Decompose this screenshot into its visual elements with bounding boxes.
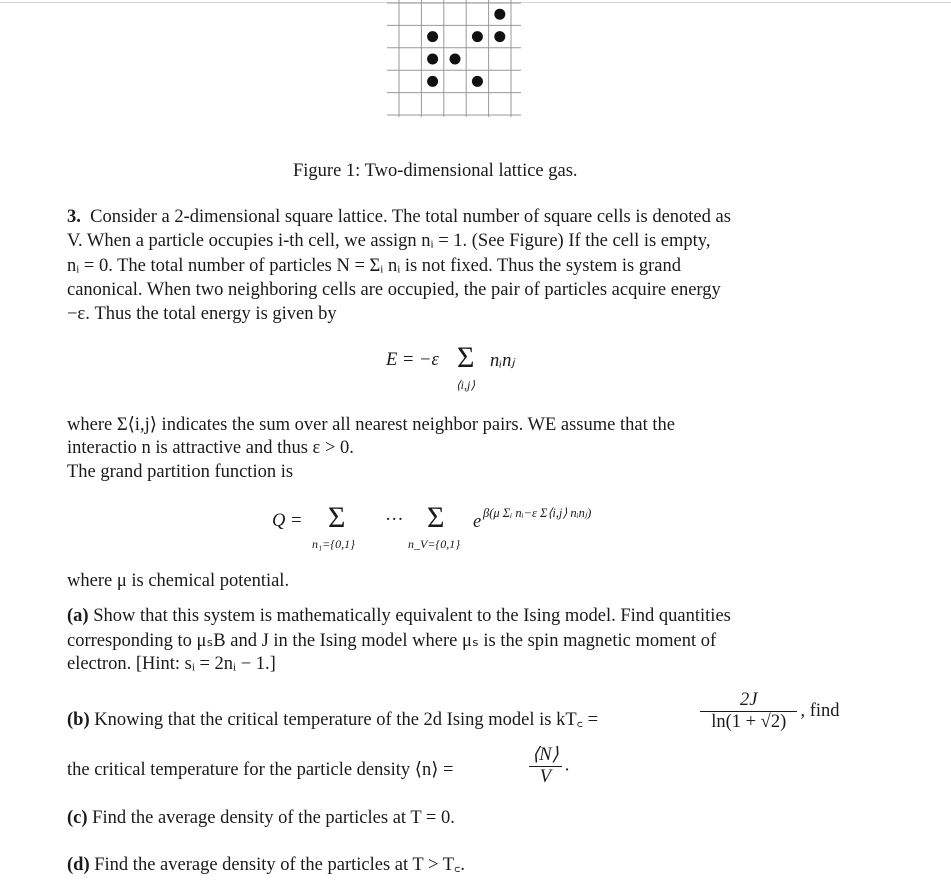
part-a-label: (a): [67, 606, 89, 626]
q-lhs: Q =: [272, 511, 303, 531]
part-b-line-2: the critical temperature for the particle density ⟨n⟩ =: [67, 760, 454, 780]
text: Knowing that the critical temperature of the 2d Ising model is kT꜀ =: [94, 710, 599, 730]
part-b-line-1: [67, 706, 598, 731]
energy-body: nᵢnⱼ: [490, 351, 515, 371]
dots: ···: [385, 510, 404, 530]
text: Find the average density of the particles at T = 0.: [92, 808, 455, 828]
problem-number: 3.: [67, 207, 81, 227]
particle: [427, 54, 438, 65]
part-d: [67, 851, 465, 876]
paragraph-line-5: −ε. Thus the total energy is given by: [67, 304, 337, 324]
q-sum-subscript-1: n₁={0,1}: [312, 537, 355, 551]
q-sum-subscript-2: n_V={0,1}: [408, 537, 461, 551]
part-b-label: (b): [67, 710, 90, 730]
particle: [450, 54, 461, 65]
text: Show that this system is mathematically equivalent to the Ising model. Find quantities: [93, 606, 731, 626]
particle: [427, 76, 438, 87]
sum-symbol: Σ: [427, 501, 445, 534]
fraction-numerator: 2J: [700, 690, 797, 712]
where-line-2: interactio n is attractive and thus ε > 0.: [67, 438, 354, 458]
paragraph-line-3: nᵢ = 0. The total number of particles N = Σᵢ nᵢ is not fixed. Thus the system is grand: [67, 256, 681, 276]
part-d-label: (d): [67, 855, 90, 875]
paragraph-line-4: canonical. When two neighboring cells are occupied, the pair of particles acquire energy: [67, 280, 721, 300]
gpf-intro: The grand partition function is: [67, 462, 294, 482]
sum-symbol: Σ: [457, 341, 475, 374]
fraction-denominator: ln(1 + √2): [711, 712, 787, 732]
energy-lhs: E = −ε: [386, 350, 439, 370]
text: Consider a 2-dimensional square lattice. The total number of square cells is denoted as: [90, 207, 731, 227]
part-a-line-3: electron. [Hint: sᵢ = 2nᵢ − 1.]: [67, 654, 276, 674]
text: .: [564, 755, 570, 776]
paragraph-line-2: V. When a particle occupies i-th cell, we assign nᵢ = 1. (See Figure) If the cell is empty,: [67, 231, 711, 251]
fraction-numerator: ⟨N⟩: [529, 744, 562, 767]
particle: [472, 76, 483, 87]
where-mu: where μ is chemical potential.: [67, 571, 290, 591]
particle: [472, 31, 483, 42]
part-a-line-1: [67, 606, 731, 627]
density-fraction: [526, 744, 569, 788]
fraction-denominator: V: [539, 767, 552, 787]
lattice-figure: [385, 0, 525, 120]
text: , find: [800, 700, 840, 721]
where-line-1: where Σ⟨i,j⟩ indicates the sum over all nearest neighbor pairs. WE assume that the: [67, 415, 675, 435]
paragraph-line-1: [67, 207, 731, 228]
exp-base: e: [473, 512, 482, 532]
particle: [494, 9, 505, 20]
particle: [494, 31, 505, 42]
sum-symbol: Σ: [328, 501, 346, 534]
part-c-label: (c): [67, 808, 88, 828]
part-a-line-2: corresponding to μₛB and J in the Ising model where μₛ is the spin magnetic moment of: [67, 631, 717, 651]
text: Find the average density of the particles at T > T꜀.: [94, 855, 466, 875]
figure-caption: Figure 1: Two-dimensional lattice gas.: [293, 161, 578, 181]
energy-sum-subscript: ⟨i,j⟩: [456, 378, 476, 392]
part-c: [67, 808, 455, 829]
particle: [427, 31, 438, 42]
exponent: β(μ Σᵢ nᵢ−ε Σ⟨i,j⟩ nᵢnⱼ): [483, 506, 592, 520]
tc-fraction: [697, 690, 840, 733]
